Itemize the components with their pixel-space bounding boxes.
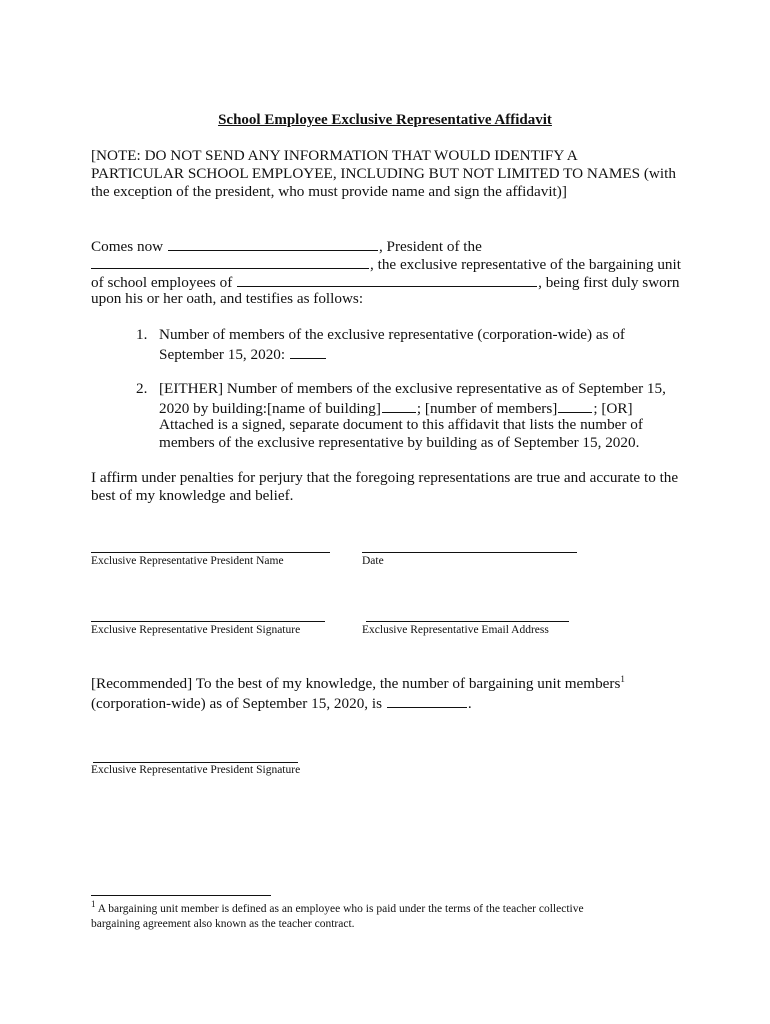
president-name-line[interactable] xyxy=(91,552,330,553)
of-school-employees-text: of school employees of xyxy=(91,274,233,291)
item-2-members-text: ; [number of members] xyxy=(416,400,558,417)
footnote-number: 1 xyxy=(91,899,96,910)
intro-line-2 xyxy=(91,254,681,274)
organization-name-blank[interactable] xyxy=(91,254,369,269)
item-1-line-1: Number of members of the exclusive representative (corporation-wide) as of xyxy=(159,326,625,343)
note-line-2: PARTICULAR SCHOOL EMPLOYEE, INCLUDING BUT NOT LIMITED TO NAMES (with xyxy=(91,165,676,182)
item-2-line-2 xyxy=(159,398,633,418)
email-label: Exclusive Representative Email Address xyxy=(362,624,549,636)
comes-now-text: Comes now xyxy=(91,238,164,255)
bottom-signature-label: Exclusive Representative President Signature xyxy=(91,764,301,776)
note-line-3: the exception of the president, who must provide name and sign the affidavit)] xyxy=(91,183,567,200)
recommended-line-1 xyxy=(91,675,625,693)
item-2-line-4: members of the exclusive representative by building as of September 15, 2020. xyxy=(159,434,640,451)
recommended-text: [Recommended] To the best of my knowledge, the number of bargaining unit members xyxy=(91,675,621,692)
footnote-separator xyxy=(91,895,271,896)
item-2-or-text: ; [OR] xyxy=(593,400,633,417)
corporation-wide-members-blank[interactable] xyxy=(290,344,326,359)
document-title: School Employee Exclusive Representative Affidavit xyxy=(218,112,552,128)
president-name-label: Exclusive Representative President Name xyxy=(91,555,284,567)
date-label: Date xyxy=(362,555,384,567)
date-line[interactable] xyxy=(362,552,577,553)
item-1-number: 1. xyxy=(136,326,148,343)
exclusive-rep-text: , the exclusive representative of the bargaining unit xyxy=(370,256,681,273)
affirm-line-1: I affirm under penalties for perjury that the foregoing representations are true and accurate to the xyxy=(91,469,679,486)
item-2-line-3: Attached is a signed, separate document to this affidavit that lists the number of xyxy=(159,416,643,433)
item-2-line-1: [EITHER] Number of members of the exclusive representative as of September 15, xyxy=(159,380,666,397)
intro-line-1 xyxy=(91,236,482,256)
recommended-period: . xyxy=(467,695,472,712)
footnote-text-1: A bargaining unit member is defined as an employee who is paid under the terms of the teacher collective xyxy=(97,903,584,915)
item-2-number: 2. xyxy=(136,380,148,397)
note-line-1: [NOTE: DO NOT SEND ANY INFORMATION THAT WOULD IDENTIFY A xyxy=(91,147,578,164)
intro-line-4: upon his or her oath, and testifies as follows: xyxy=(91,290,364,307)
footnote-line-1 xyxy=(91,899,584,915)
footnote-reference: 1 xyxy=(620,673,625,684)
bargaining-unit-count-blank[interactable] xyxy=(387,693,467,708)
president-of-the-text: , President of the xyxy=(378,238,482,255)
email-line[interactable] xyxy=(366,621,569,622)
item-2-building-text: 2020 by building:[name of building] xyxy=(159,400,381,417)
bottom-signature-line[interactable] xyxy=(93,762,298,763)
president-signature-label: Exclusive Representative President Signature xyxy=(91,624,301,636)
school-corporation-blank[interactable] xyxy=(237,272,537,287)
representative-name-blank[interactable] xyxy=(168,236,378,251)
recommended-date-text: (corporation-wide) as of September 15, 2020, is xyxy=(91,695,383,712)
item-1-line-2 xyxy=(159,344,327,364)
intro-line-3 xyxy=(91,272,679,292)
building-members-blank[interactable] xyxy=(558,398,592,413)
being-sworn-text: , being first duly sworn xyxy=(538,274,680,291)
president-signature-line[interactable] xyxy=(91,621,325,622)
footnote-line-2: bargaining agreement also known as the teacher contract. xyxy=(91,918,355,930)
recommended-line-2 xyxy=(91,693,472,713)
item-1-date-text: September 15, 2020: xyxy=(159,346,286,363)
affirm-line-2: best of my knowledge and belief. xyxy=(91,487,294,504)
building-name-blank[interactable] xyxy=(382,398,416,413)
